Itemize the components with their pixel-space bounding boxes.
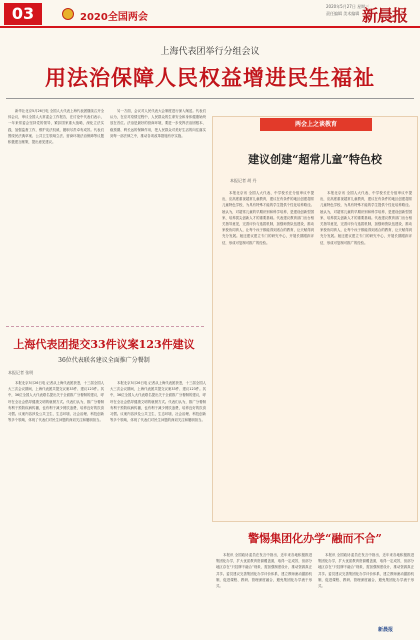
header-rule: [0, 26, 420, 28]
story2-divider: [6, 326, 204, 327]
footer-logo: 新晨报: [378, 627, 394, 633]
story2-column-1: [8, 380, 104, 630]
story2-byline: 本报记者 张明: [8, 370, 34, 375]
lead-headline: 用法治保障人民权益增进民生福祉: [45, 65, 375, 90]
lead-column-1-text: 新华社北京5月26日电 全国人大代表上海代表团继续召开全体会议，审议全国人大常委会工作报告，在讨论中代表们表示，一年来常委会坚持党的领导，紧扣国家重大战略，深化立法实践，加强监督工作，维护宪法权威，履职尽责卓有成效。代表们围绕民法典草案、公共卫生领域立法、营商环境法治保障等议题积极建言献策，提出意见建议。: [8, 109, 104, 145]
date-line: 2020年5月27日 星期三: [326, 4, 370, 9]
sidebar-text: 本报北京讯 全国人大代表、中学校长在分组审议中提出，应高度重视超常儿童教育，建议在有条件的地区创建超常儿童特色学校，为具有特殊才能的学生提供个性化培养路径。她认为，对超常儿童的早期识别和科学培养，是建设创新型国家、培养拔尖创新人才的重要基础。代表建议教育部门出台相关指导意见，完善评价与选拔机制，加强师资队伍建设，推动家校协同育人，让每个孩子都能得到适合的教育，让天赋得到充分发展。她还建议建立专门的研究中心，开展长期跟踪评估，形成可复制可推广的经验。: [222, 191, 314, 245]
editor-line: 责任编辑 美术编辑: [326, 11, 360, 16]
story2-column-2: [110, 380, 206, 630]
newspaper-logo: 新晨报: [362, 6, 408, 25]
sidebar-banner: 两会上之谈教育: [260, 118, 372, 131]
story2-text: 本报北京5月26日电 记者从上海代表团获悉，十三届全国人大三次会议期间，上海代表团共提交议案33件、建议123件。其中，36位全国人大代表联名提出关于全面推广分餐制的建议，呼吁在全社会倡导健康文明的就餐方式。代表们认为，推广分餐制有利于预防疾病传播，也有利于减少餐饮浪费，培养良好的饮食习惯。议案内容涉及公共卫生、生态环境、社会治理、科技创新等多个领域，体现了代表们对民生问题的深切关注和履职担当。: [8, 381, 104, 423]
lead-column-2-text: 另一方面，会议对人民代表大会制度进行深入阐述。代表们认为，在应对疫情过程中，人民群众的生命安全和身体健康始终放在首位。法治是最好的营商环境，要进一步发挥法治固根本、稳预期、利长远的保障作用，把人民群众对美好生活的向往落实到每一部法律之中，推动各项改革措施有序实施。: [110, 109, 206, 138]
story3-text: 本报讯 全国政协委员在发言中指出，近年来各地积极推进集团化办学，扩大优质教育资源覆盖面，取得一定成效，但部分地区存在“只挂牌不融合”现象，需加强制度设计，推动资源真正共享。委员建议完善集团化办学评价体系，建立教师流动激励机制，促进课程、教研、管理深度融合，避免集团化办学流于形式。: [216, 553, 312, 589]
section-title: 2020全国两会: [80, 12, 148, 23]
lead-column-2: [110, 108, 206, 318]
sidebar-column-1: [222, 190, 314, 510]
lead-kicker: 上海代表团举行分组会议: [160, 47, 260, 57]
headline-rule: [6, 98, 414, 99]
story2-subhead: 36位代表联名建议全面推广分餐制: [58, 357, 150, 364]
story3-text-continued: 本报讯 全国政协委员在发言中指出，近年来各地积极推进集团化办学，扩大优质教育资源覆盖面，取得一定成效，但部分地区存在“只挂牌不融合”现象，需加强制度设计，推动资源真正共享。委员建议完善集团化办学评价体系，建立教师流动激励机制，促进课程、教研、管理深度融合，避免集团化办学流于形式。: [318, 553, 414, 589]
page-header: [0, 0, 420, 28]
story2-text-continued: 本报北京5月26日电 记者从上海代表团获悉，十三届全国人大三次会议期间，上海代表团共提交议案33件、建议123件。其中，36位全国人大代表联名提出关于全面推广分餐制的建议，呼吁在全社会倡导健康文明的就餐方式。代表们认为，推广分餐制有利于预防疾病传播，也有利于减少餐饮浪费，培养良好的饮食习惯。议案内容涉及公共卫生、生态环境、社会治理、科技创新等多个领域，体现了代表们对民生问题的深切关注和履职担当。: [110, 381, 206, 423]
page-number: 03: [4, 3, 42, 25]
story3-headline: 警惕集团化办学“融而不合”: [248, 532, 382, 545]
story3-column-1: [216, 552, 312, 626]
sidebar-byline: 本报记者 胡 丹: [230, 178, 257, 183]
sidebar-text-continued: 本报北京讯 全国人大代表、中学校长在分组审议中提出，应高度重视超常儿童教育，建议在有条件的地区创建超常儿童特色学校，为具有特殊才能的学生提供个性化培养路径。她认为，对超常儿童的早期识别和科学培养，是建设创新型国家、培养拔尖创新人才的重要基础。代表建议教育部门出台相关指导意见，完善评价与选拔机制，加强师资队伍建设，推动家校协同育人，让每个孩子都能得到适合的教育，让天赋得到充分发展。她还建议建立专门的研究中心，开展长期跟踪评估，形成可复制可推广的经验。: [320, 191, 412, 245]
story3-column-2: [318, 552, 414, 626]
lead-column-1: [8, 108, 104, 318]
story2-headline: 上海代表团提交33件议案123件建议: [13, 338, 195, 351]
sidebar-title: 建议创建“超常儿童”特色校: [248, 153, 382, 166]
sidebar-column-2: [320, 190, 412, 510]
lianghui-emblem-icon: [62, 8, 74, 20]
